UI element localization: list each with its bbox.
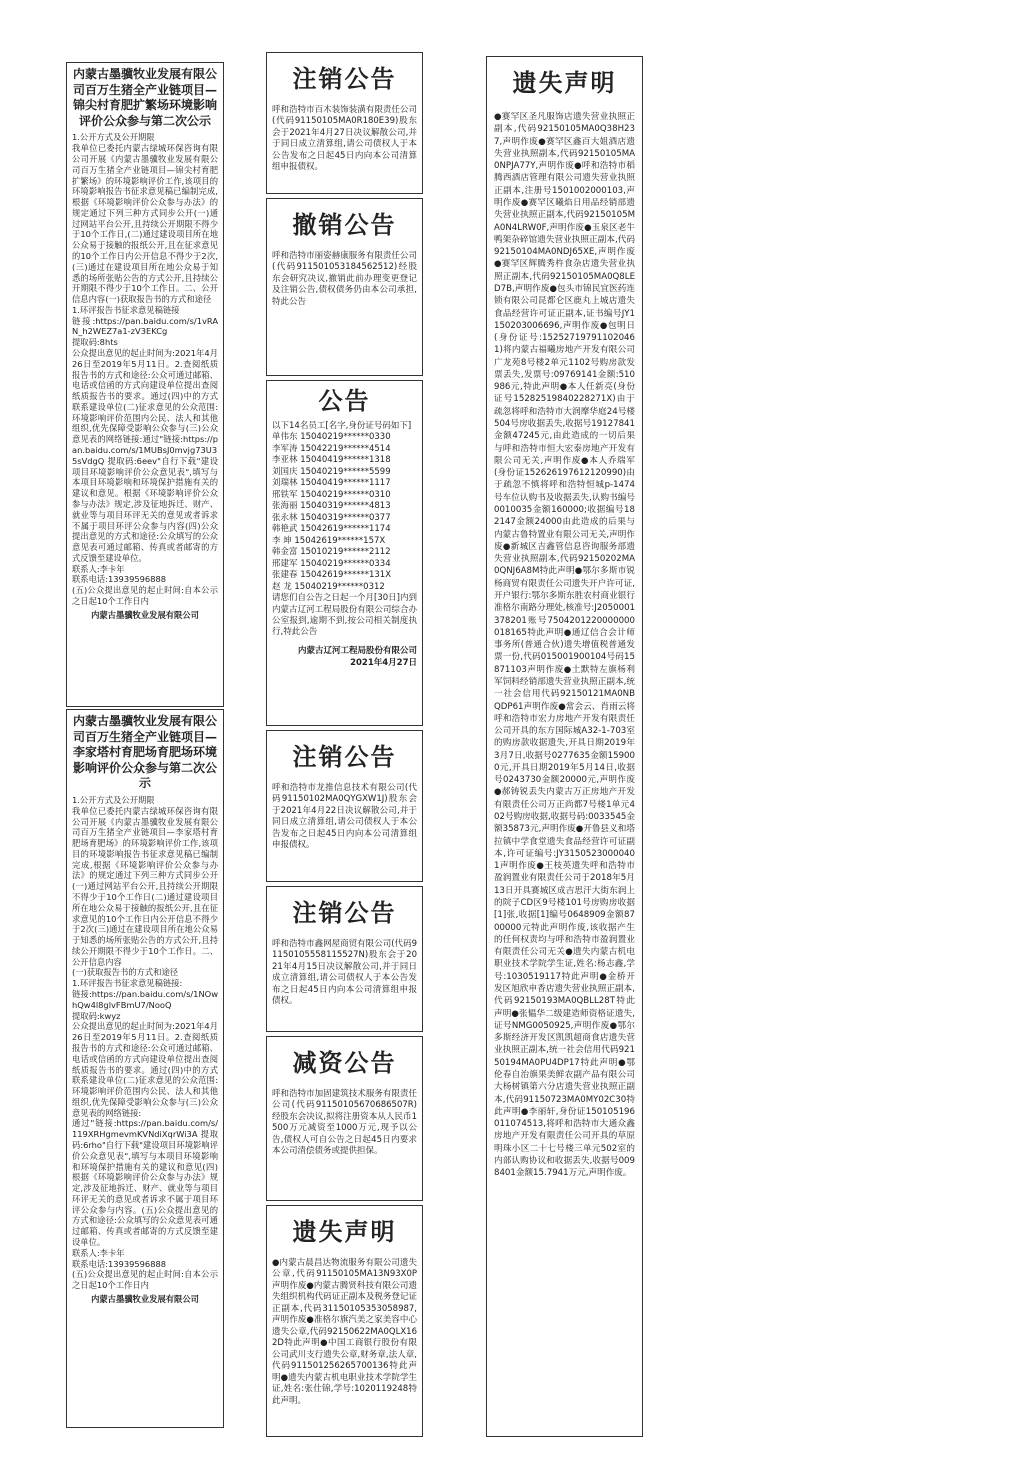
capital-reduction-notice: [266, 1036, 423, 1201]
notice-date: 2021年4月27日: [350, 658, 417, 669]
left-column: [66, 62, 224, 1428]
middle-column: [266, 52, 423, 1437]
notice-body: 1.公开方式及公开期限 我单位已委托内蒙古绿城环保咨询有限公司开展《内蒙古墨骥牧业发展有限公司百万生猪全产业链项目—锦尖村育肥扩繁场》的环境影响评价工作,该项目的环境影响报告书征求意见稿已编制完成,根据《环境影响评价公众参与办法》的规定通过下列三种方式同步公开(一)通过网站平台公开,且持续公开期限不得少于10个工作日,(二)通过建设项目所在地公众易于接触的报纸公开,且在征求意见的10个工作日内公开信息不得少于2次,(三)通过在建设项目所在地公众易于知悉的场所张贴公告的方式公开,且持续公开期限不得少于10个工作日。二、公开信息内容(一)获取报告书的方式和途径 1.环评报告书征求意见稿链接 链接:https://pan.baidu.com/s/1vRAN_h2WEZ7a1-zV3EKCg 提取码:8hts 公众提出意见的起止时间为:2021年4月26日至2019年5月11日。2.查阅纸质报告书的方式和途径:公众可通过邮箱、电话或信函的方式向建设单位提出查阅纸质报告书的要求。通过(四)中的方式联系建设单位(二)征求意见的公众范围:环境影响评价范围内公民、法人和其他组织,优先保障受影响公众参与(三)公众意见表的网络链接:通过"链接:https://pan.baidu.com/s/1MUBsJ0mvjg73U35sVdgQ 提取码:6eev"自行下载"建设项目环境影响评价公众意见表",填写与本项目环境影响和环境保护措施有关的建议和意见。根据《环境影响评价公众参与办法》规定,涉及征地拆迁、财产、就业等与项目环评无关的意见或者诉求不属于项目环评公众参与内容(四)公众提出意见的方式和途径:公众填写的公众意见表可通过邮箱、传真或者邮寄的方式反馈至建设单位。 联系人:李卡年 联系电话:13939596888 (五)公众提出意见的起止时间:自本公示之日起10个工作日内: [72, 132, 218, 606]
staff-entry: 邢建军 15040219******0334: [272, 558, 391, 569]
notice-heading: 注销公告: [292, 898, 397, 927]
notice-title: 内蒙古墨骥牧业发展有限公司百万生猪全产业链项目—李家塔村育肥场育肥场环境影响评价公众参与第二次公示: [72, 714, 217, 791]
notice-intro: 以下14名员工[名字,身份证号码如下]: [272, 421, 412, 431]
eia-notice-jinjian: [66, 62, 224, 707]
notice-body: 呼和浩特市龙推信息技术有限公司(代码91150102MA0QYGXW1J)股东会于2021年4月22日决议解散公司,并于同日成立清算组,请公司债权人于本公告发布之日起45日内向本公司清算组申报债权。: [272, 783, 417, 851]
staff-name-list: [272, 432, 417, 593]
staff-entry: 单伟东 15040219******0330: [272, 432, 391, 443]
staff-entry: 刘国庆 15040219******5599: [272, 466, 391, 477]
notice-heading: 注销公告: [292, 64, 397, 93]
notice-body: 1.公开方式及公开期限 我单位已委托内蒙古绿城环保咨询有限公司开展《内蒙古墨骥牧业发展有限公司百万生猪全产业链项目—李家塔村育肥场育肥场》的环境影响评价工作,该项目的环境影响报告书征求意见稿已编制完成,根据《环境影响评价公众参与办法》的规定通过下列三种方式同步公开(一)通过网站平台公开,且持续公开期限不得少于10个工作日(二)通过建设项目所在地公众易于接触的报纸公开,且在征求意见的10个工作日内公开信息不得少于2次(三)通过在建设项目所在地公众易于知悉的场所张贴公告的方式公开,且持续公开期限不得少于10个工作日。二、公开信息内容 (一)获取报告书的方式和途径 1.环评报告书征求意见稿链接: 链接:https://pan.baidu.com/s/1NOwhQw4l8glvFBmU7/NooQ 提取码:kwyz 公众提出意见的起止时间为:2021年4月26日至2019年5月11日。2.查阅纸质报告书的方式和途径:公众可通过邮箱、电话或信函的方式向建设单位提出查阅纸质报告书的要求。通过(四)中的方式联系建设单位(二)征求意见的公众范围:环境影响评价范围内公民、法人和其他组织,优先保障受影响公众参与(三)公众意见表的网络链接: 通过"链接:https://pan.baidu.com/s/119XRHgmevmKVNdiXqrWi3A 提取码:6rho"自行下载"建设项目环境影响评价公众意见表",填写与本项目环境影响和环境保护措施有关的建议和意见(四)根据《环境影响评价公众参与办法》规定,涉及征地拆迁、财产、就业等与项目环评无关的意见或者诉求不属于项目环评公众参与内容。(五)公众提出意见的方式和途径:公众填写的公众意见表可通过邮箱、传真或者邮寄的方式反馈至建设单位。 联系人:李卡年 联系电话:13939596888 (五)公众提出意见的起止时间:自本公示之日起10个工作日内: [72, 794, 218, 1291]
notice-signature: 内蒙古墨骥牧业发展有限公司: [91, 609, 199, 620]
staff-entry: 李军涛 15042219******4514: [272, 443, 391, 454]
staff-entry: 韩金富 15010219******2112: [272, 547, 391, 558]
notice-body: 呼和浩特市丽姿赫康服务有限责任公司(代码91150105318456251​2)经股东会研究决议,撤销此前办理变更登记及注销公告,债权债务仍由本公司承担,特此公告: [272, 251, 417, 307]
staff-entry: 李 坤 15042619******157X: [272, 535, 386, 546]
notice-signature: 内蒙古墨骥牧业发展有限公司: [91, 1293, 199, 1304]
cancel-notice-longtui: [266, 730, 423, 882]
notice-signature: [272, 645, 417, 670]
staff-entry: 刘瑞林 15040419******1117: [272, 478, 391, 489]
company-name: 内蒙古辽河工程局股份有限公司: [297, 645, 417, 656]
notice-heading: 减资公告: [292, 1048, 397, 1077]
notice-body: 呼和浩特市加固建筑技术服务有限责任公司(代码91150105670686507R)经股东会决议,拟将注册资本从人民币1500万元减资至1000万元,现予以公告,债权人可自公告之日起45日内要求本公司清偿债务或提供担保。: [272, 1089, 417, 1157]
staff-entry: 张永林 15040319******0377: [272, 512, 391, 523]
cancel-notice-xinwangwu: [266, 886, 423, 1032]
notice-body: 呼和浩特市鑫网屋商贸有限公司(代码91150105558115527N)股东会于2021年4月15日决议解散公司,并于同日成立清算组,请公司债权人于本公告发布之日起45日内向本公司清算组申报债权。: [272, 939, 417, 1007]
notice-title: 内蒙古墨骥牧业发展有限公司百万生猪全产业链项目—锦尖村育肥扩繁场环境影响评价公众参与第二次公示: [72, 67, 217, 128]
notice-body: ●内蒙古晨昌达物流服务有限公司遗失公章,代码91150105MA13N93X0P声明作废●内蒙古腾贤科技有限公司遗失组织机构代码证正副本及税务登记证正副本,代码3115010535305898​7,声明作废●准格尔旗汽美之家美容中心遗失公章,代码92150622MA0QLX162D特此声明●中国工商银行股份有限公司武川支行遗失公章,财务章,法人章,代码91150125626570013​6特此声明●遗失内蒙古机电职业技术学院学生证,姓名:张仕锦,学号:1020119248特此声明。: [272, 1258, 417, 1406]
notice-heading: 注销公告: [292, 742, 397, 771]
staff-entry: 邢铁军 15040219******0310: [272, 489, 391, 500]
cancel-notice-baimu: [266, 52, 423, 194]
staff-entry: 韩艳武 15042619******1174: [272, 524, 391, 535]
revoke-notice-lizi: [266, 198, 423, 376]
notice-body: 呼和浩特市百木装饰装潢有限责任公司(代码91150105MA0R180E39)股东会于2021年4月27日决议解散公司,并于同日成立清算组,请公司债权人于本公告发布之日起45日内向本公司清算组申报债权。: [272, 105, 417, 173]
eia-notice-lijiata: [66, 709, 224, 1428]
staff-entry: 张海丽 15040319******4813: [272, 501, 391, 512]
right-column: [486, 56, 643, 1437]
notice-heading: 公告: [318, 386, 371, 415]
notice-heading: 撤销公告: [292, 210, 397, 239]
notice-heading: 遗失声明: [292, 1217, 397, 1246]
staff-entry: 赵 龙 15040219******0312: [272, 581, 385, 592]
notice-body: 请您们自公告之日起一个月[30日]内到内蒙古辽河工程局股份有限公司综合办公室报到,逾期不到,按公司相关制度执行,特此公告: [272, 593, 417, 638]
lost-statement-small: [266, 1205, 423, 1437]
lost-statement-large: [486, 56, 643, 1437]
staff-entry: 张建春 15042619******131X: [272, 570, 392, 581]
staff-report-notice: [266, 380, 423, 726]
staff-entry: 李亚林 15040419******1318: [272, 455, 391, 466]
notice-heading: 遗失声明: [512, 68, 617, 97]
notice-body: ●赛罕区圣凡服饰店遗失营业执照正副本,代码92150105MA0Q38H237,声明作废●赛罕区鑫百大姐酒店遗失营业执照副本,代码92150105MA0NPJA77Y,声明作废●呼和浩特市稻腾西酒店管理有限公司遗失营业执照正副本,注册号150100200010​3,声明作废●赛罕区曦焰日用品经销部遗失营业执照正副本,代码92150105MA0N4LRW0F,声明作废●玉泉区老牛鸭架杂碎馆遗失营业执照正副本,代码92150104MA0NDJ65XE,声明作废●赛罕区辉腾秀杵食杂店遗失营业执照正副本,代码92150105MA0Q8LED7B,声明作废●包头市锦民宜医药连锁有限公司昆都仑区鹿丸上城店遗失食品经营许可证正副本,证书编号JY1150203006696,声明作废●包明日(身份证号:152527197911020461)将内蒙古福曦房地产开发有限公司广龙苑8号楼2单元1102号购房款发票丢失,发票号:09769141金额:510986元,特此声明●本人任新亮(身份证号152825198402282​71X)由于疏忽将呼和浩特市大润摩华庭24号楼504号房收据丢失,收据号19127841金额47245元,由此造成的一切后果与呼和浩特市恒大宏泰房地产开发有限公司无关,声明作废●本人乔瑞军(身份证152626197612120990)由于疏忽不慎将呼和浩特恒城p-1474号车位认购书及收据丢失,认购书编号0010035金额160000;收据编号182147金额24000由此造成的后果与内蒙古鲁特置业有限公司无关,声明作废●新城区吉鑫管信息咨询服务部遗失营业执照副本,代码92150202MA0QNJ6A8M特此声明●鄂尔多斯市锐杨商贸有限责任公司遗失开户许可证,开户银行:鄂尔多斯东胜农村商业银行准格尔南路分理处,核准号:J2050001378201账号75042012200000000181​65特此声明●通辽信合会计师事务所(普通合伙)遗失增值税普通发票一份,代码015001900104号码15871103声明作废●土默特左旗杨利军饲料经销部遗失营业执照正副本,统一社会信用代码92150121MA0NBQDP61声明作废●常会云、肖雨云将呼和浩特市宏力房地产开发有限责任公司开具的东方国际城A32-1-703室的购房款收据遗失,开具日期2019年3月7日,收据号0277635金额159000元,开具日期2019年5月14日,收据号0243730金额20000元,声明作废●郝铸锐丢失内蒙古万正房地产开发有限责任公司万正尚都7号楼1单元402号购房收据,收据号码:0033545金额35873元,声明作废●开鲁县义和塔拉镇中学食堂遗失食品经营许可证副本,许可证编号:JY31505230000401声明作废●王枝英遗失呼和浩特市盈润置业有限责任公司于2018年5月13日开具赛城区成吉思汗大街东润上的院子CD区9号楼101号房购房收据[1]张,收据[1]编号0648909金额8700000元特此声明作废,该收据产生的任何权责均与呼和浩特市盈润置业有限责任公司无关●遗失内蒙古机电职业技术学院学生证,姓名:杨志鑫,学号:1030519117特此声明●金桥开发区旭欣申香店遗失营业执照正副本,代码92150193MA0QBLL28T特此声明●张韫华二级建造师资格证遗失,证号NMG0050925,声明作废●鄂尔多斯经济开发区凯凯超商食店遗失营业执照正副本,统一社会信用代码92150194MA0PU4DP17特此声明●鄂伦春自治旗果美鲜农副产品有限公司大杨树镇第六分店遗失营业执照正副本,代码91150723MA0MY02C30特此声明●李丽轩,身份证150105196011074513,将呼和浩特市大通众鑫房地产开发有限责任公司开具的草原明珠小区二十七号楼三单元502室的内部认购协议和收据丢失,收据号0098401金额15.7941万元,声明作废。: [494, 112, 635, 1179]
